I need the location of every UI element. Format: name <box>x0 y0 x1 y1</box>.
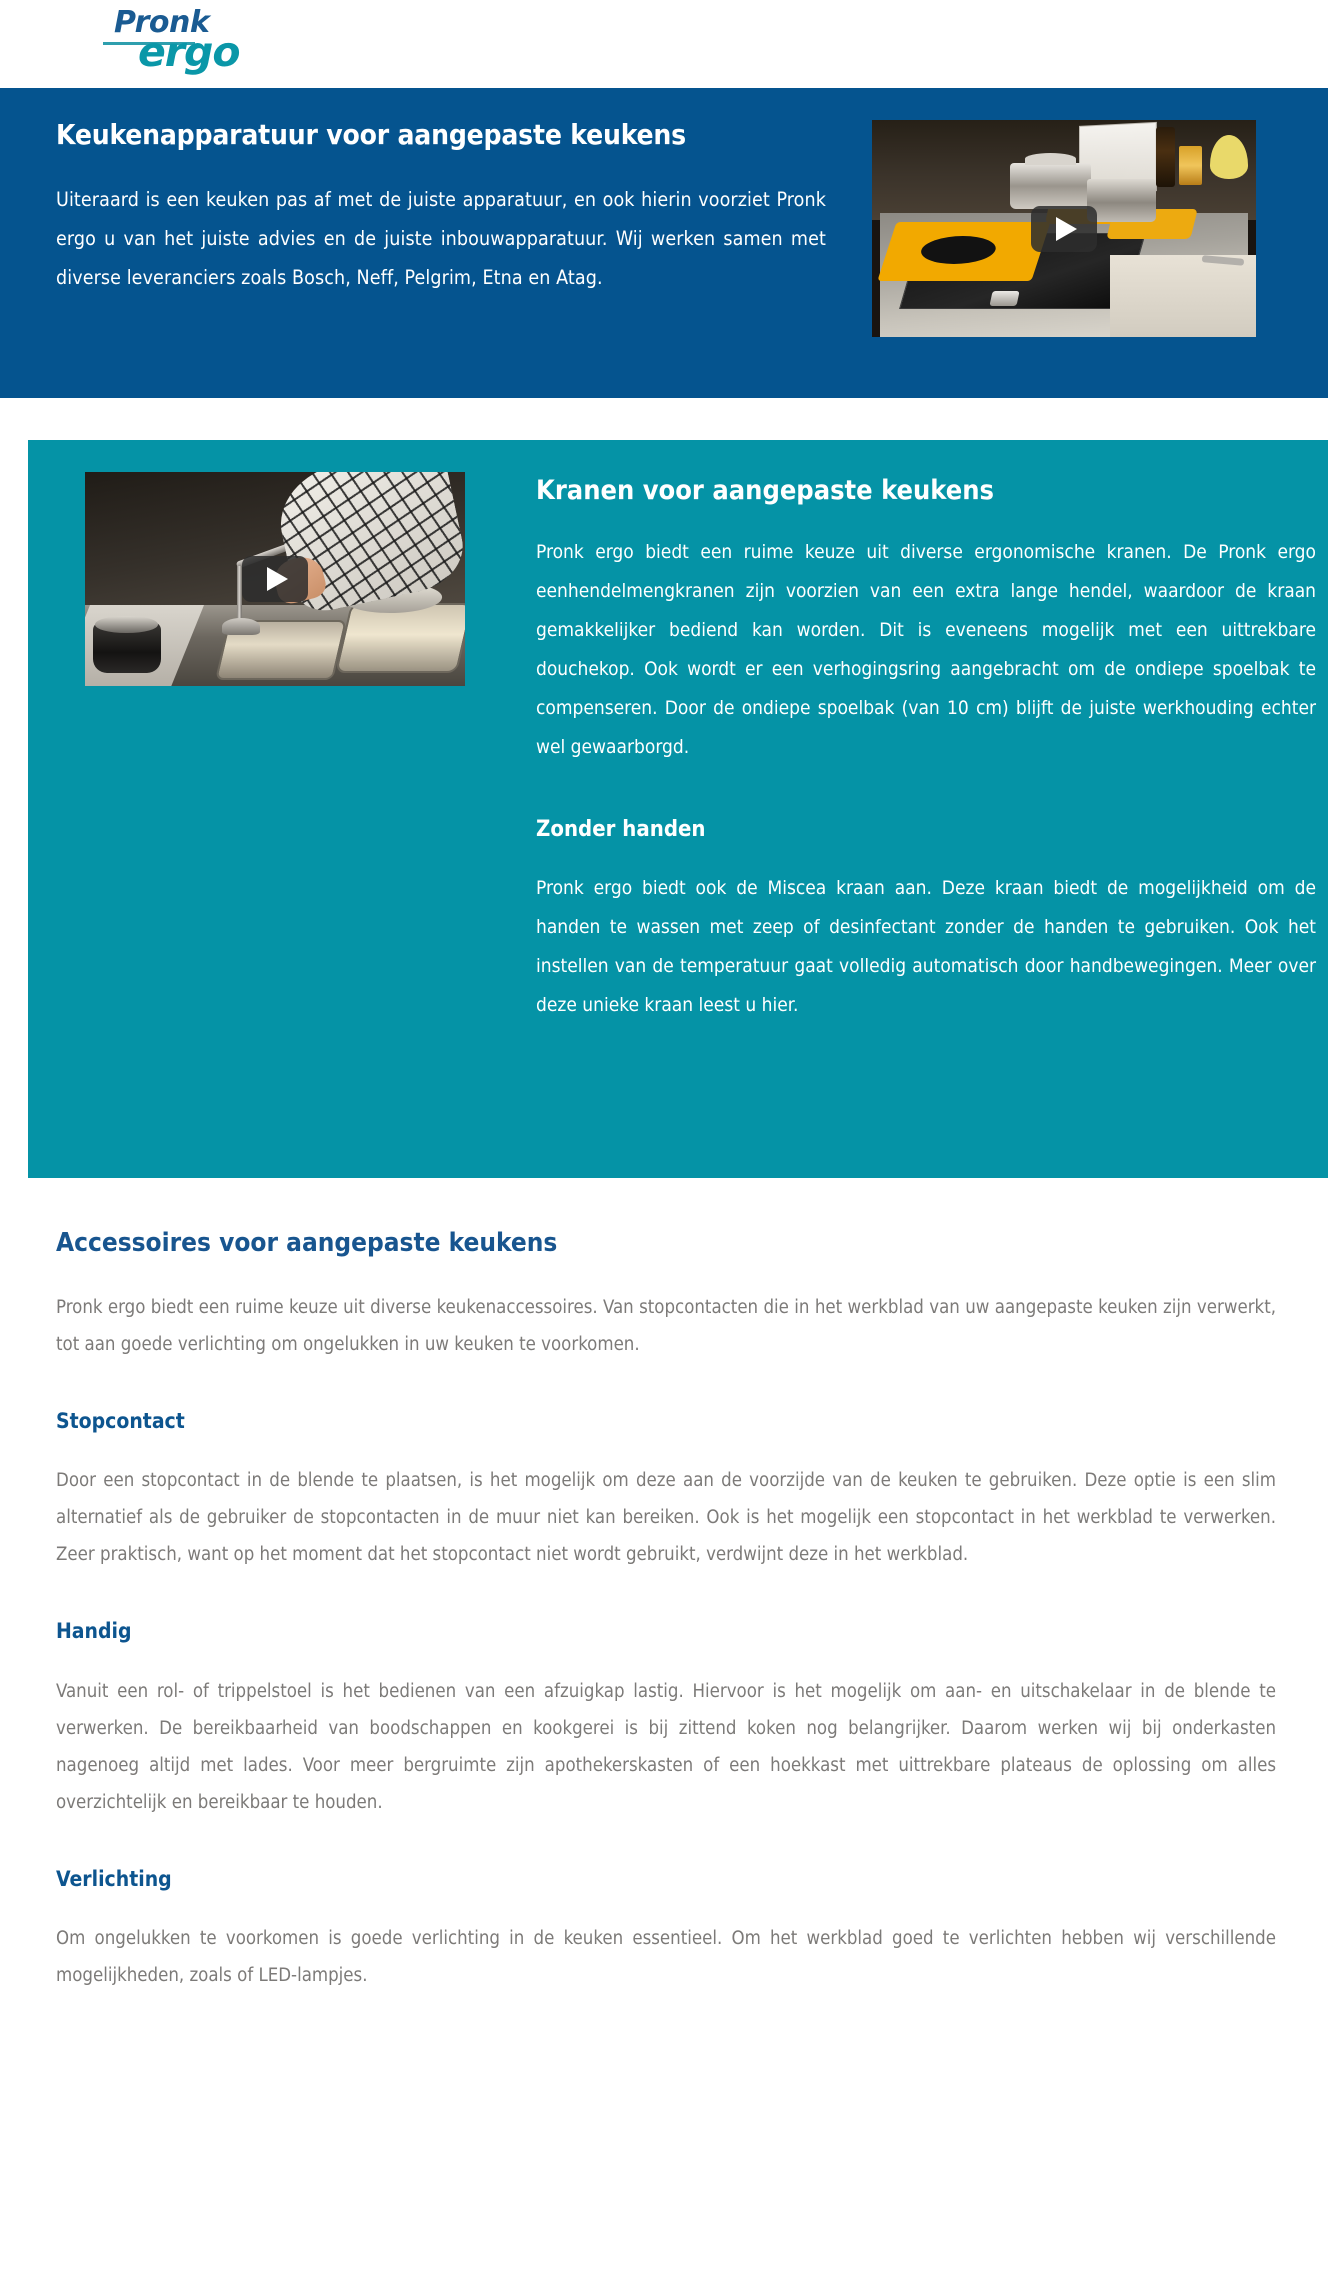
accessoires-intro: Pronk ergo biedt een ruime keuze uit diverse keukenaccessoires. Van stopcontacten die in het werkblad van uw aangepaste keuken zijn verwerkt, tot aan goede verlichting om ongelukken in uw keuken te voorkomen. <box>56 1297 1276 1356</box>
hero-text-column <box>56 118 826 297</box>
handig-block <box>56 1619 1276 1820</box>
sink-black-bowls <box>93 622 161 673</box>
play-button[interactable] <box>1031 206 1097 252</box>
play-icon <box>1056 217 1077 241</box>
kitchen-jar <box>1179 146 1202 185</box>
kitchen-pan-right <box>1087 179 1156 222</box>
verlichting-heading: Verlichting <box>56 1866 172 1891</box>
play-icon <box>267 567 288 591</box>
accessoires-title: Accessoires voor aangepaste keukens <box>56 1228 558 1258</box>
zonder-handen-paragraph: Pronk ergo biedt ook de Miscea kraan aan. Deze kraan biedt de mogelijkheid om de handen te wassen met zeep of desinfectant zonder de handen te gebruiken. Ook het instellen van de temperatuur gaat volledig automatisch door handbewegingen. Meer over deze unieke kraan leest u hier. <box>536 877 1316 1017</box>
accessoires-section <box>56 1228 1276 1994</box>
hero-video-thumbnail[interactable] <box>872 120 1256 337</box>
kitchen-oil-bottle <box>1156 127 1175 188</box>
kitchen-control-knob <box>989 291 1019 306</box>
hero-paragraph: Uiteraard is een keuken pas af met de juiste apparatuur, en ook hierin voorziet Pronk ergo u van het juiste advies en de juiste inbouwapparatuur. Wij werken samen met diverse leveranciers zoals Bosch, Neff, Pelgrim, Etna en Atag. <box>56 187 826 289</box>
zonder-handen-heading: Zonder handen <box>536 817 706 843</box>
logo-text-ergo: ergo <box>138 28 240 76</box>
hero-title: Keukenapparatuur voor aangepaste keukens <box>56 118 686 151</box>
site-header <box>0 0 1328 88</box>
pronk-ergo-logo[interactable] <box>100 6 280 82</box>
kitchen-yellow-mat <box>878 222 1051 281</box>
handig-paragraph: Vanuit een rol- of trippelstoel is het bedienen van een afzuigkap lastig. Hiervoor is het mogelijk om aan- en uitschakelaar in de blende te verwerken. De bereikbaarheid van boodschappen en kookgerei is bij zittend koken nog belangrijker. Daarom werken wij bij onderkasten nagenoeg altijd met lades. Voor meer bergruimte zijn apothekerskasten of een hoekkast met uittrekbare plateaus de oplossing om alles overzichtelijk en bereikbaar te houden. <box>56 1680 1276 1813</box>
kitchen-pan-left <box>1010 163 1091 209</box>
kranen-video-thumbnail[interactable] <box>85 472 465 686</box>
accessoires-intro-block <box>56 1228 1276 1363</box>
verlichting-block <box>56 1867 1276 1994</box>
sink-basin-right <box>335 603 465 673</box>
kitchen-cabinet <box>1110 255 1256 337</box>
verlichting-paragraph: Om ongelukken te voorkomen is goede verlichting in de keuken essentieel. Om het werkblad goed te verlichten hebben wij verschillende mogelijkheden, zoals of LED-lampjes. <box>56 1927 1276 1986</box>
play-button[interactable] <box>242 556 308 602</box>
kranen-text-column <box>536 475 1316 1025</box>
stopcontact-heading: Stopcontact <box>56 1409 185 1434</box>
logo-text-pronk: Pronk <box>114 5 210 40</box>
kranen-paragraph: Pronk ergo biedt een ruime keuze uit diverse ergonomische kranen. De Pronk ergo eenhendelmengkranen zijn voorzien van een extra lange hendel, waardoor de kraan gemakkelijker bediend kan worden. Dit is eveneens mogelijk met een uittrekbare douchekop. Ook wordt er een verhogingsring aangebracht om de ondiepe spoelbak te compenseren. Door de ondiepe spoelbak (van 10 cm) blijft de juiste werkhouding echter wel gewaarborgd. <box>536 541 1316 759</box>
stopcontact-block <box>56 1409 1276 1573</box>
handig-heading: Handig <box>56 1619 132 1644</box>
stopcontact-paragraph: Door een stopcontact in de blende te plaatsen, is het mogelijk om deze aan de voorzijde van de keuken te gebruiken. Deze optie is een slim alternatief als de gebruiker de stopcontacten in de muur niet kan bereiken. Ook is het mogelijk een stopcontact in het werkblad te verwerken. Zeer praktisch, want op het moment dat het stopcontact niet wordt gebruikt, verdwijnt deze in het werkblad. <box>56 1470 1276 1566</box>
sink-tap-base <box>222 618 260 635</box>
kranen-title: Kranen voor aangepaste keukens <box>536 475 994 506</box>
